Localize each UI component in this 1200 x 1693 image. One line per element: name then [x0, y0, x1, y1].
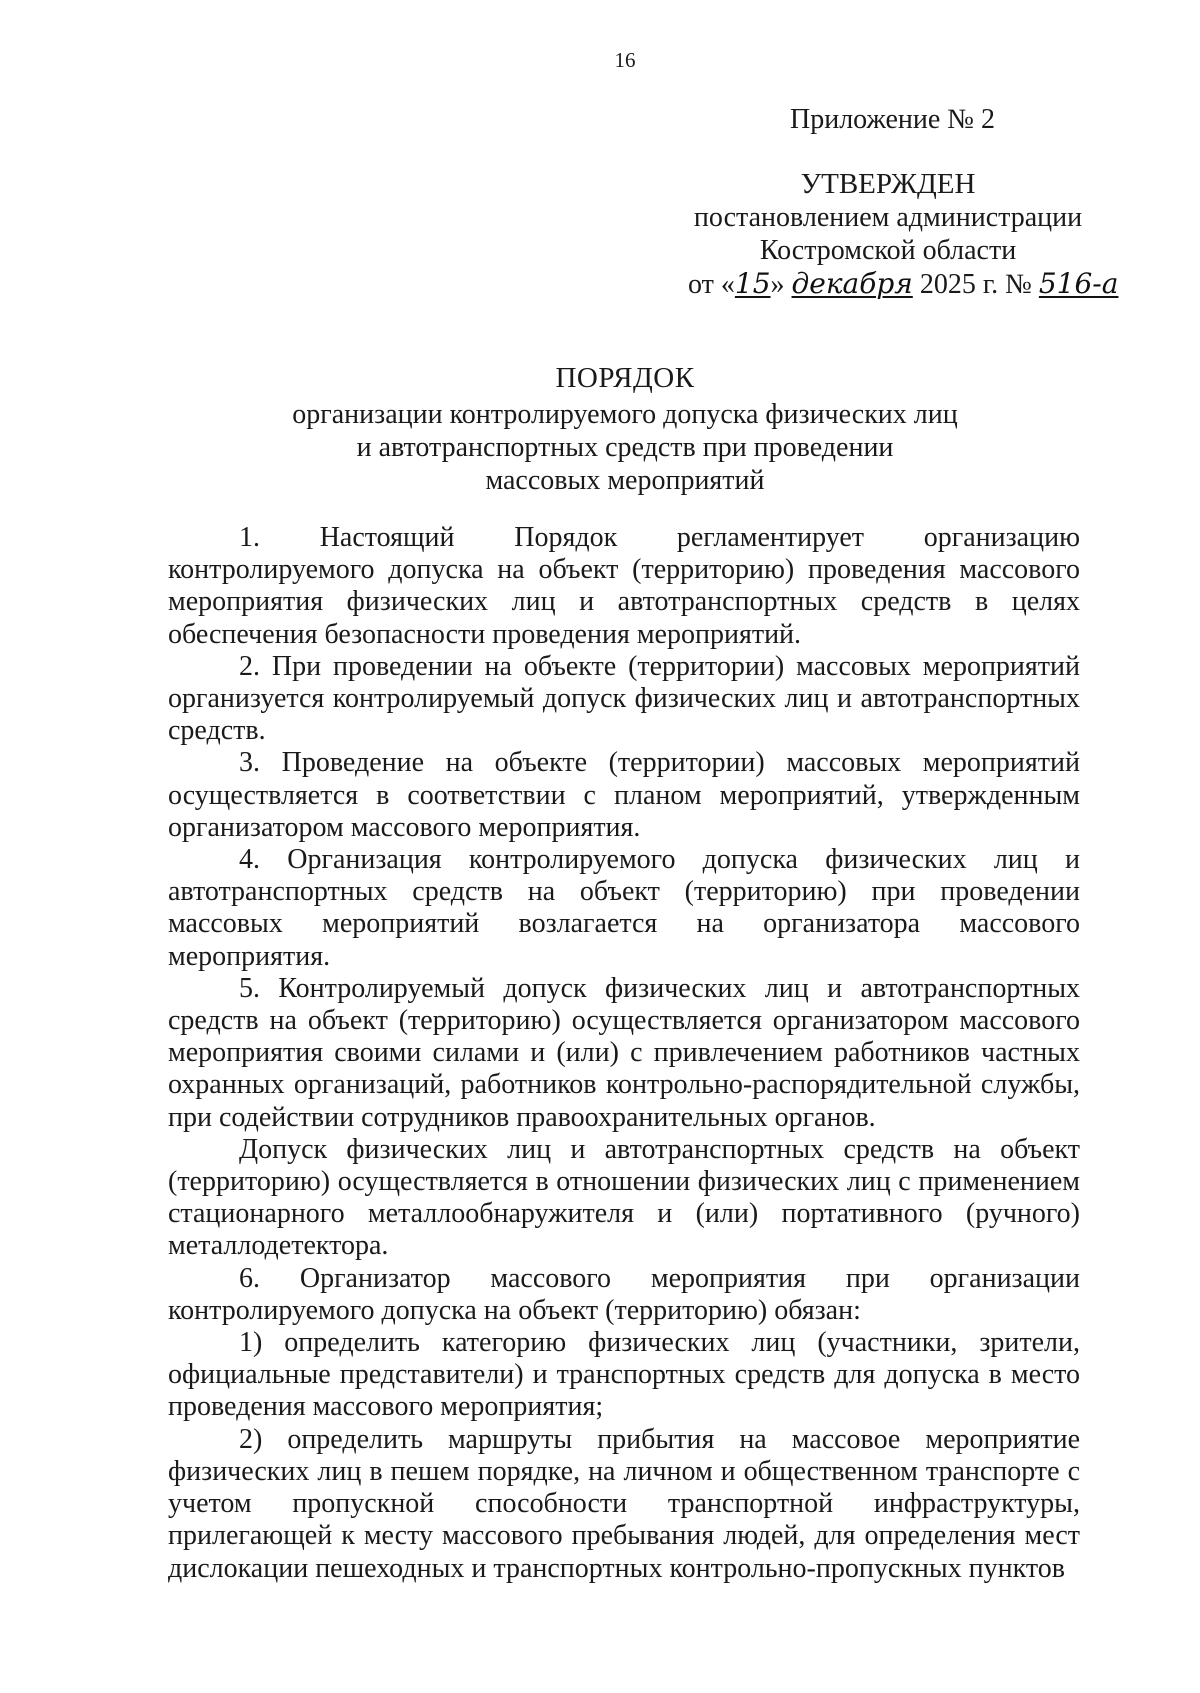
title-line-3: массовых мероприятий: [485, 465, 765, 496]
paragraph: 2) определить маршруты прибытия на массовое мероприятие физических лиц в пешем порядке, на личном и общественном транспорте с учетом пропускной способности транспортной инфраструктуры, прилегающей к месту массового пребывания людей, для определения мест дислокации пешеходных и транспортных контрольно-пропускных пунктов: [168, 1423, 1080, 1584]
approval-line-2: Костромской области: [759, 235, 1017, 266]
handwritten-day: 15: [734, 267, 771, 300]
date-year: 2025 г. №: [912, 269, 1039, 300]
handwritten-number: 516-а: [1038, 267, 1119, 300]
document-body: [168, 522, 1080, 1585]
paragraph: 5. Контролируемый допуск физических лиц и автотранспортных средств на объект (территорию) осуществляется организатором массового мероприятия своими силами и (или) с привлечением работников частных охранных организаций, работников контрольно-распорядительной службы, при содействии сотрудников правоохранительных органов.: [168, 972, 1080, 1133]
paragraph: 6. Организатор массового мероприятия при организации контролируемого допуска на объект (территорию) обязан:: [168, 1262, 1080, 1326]
page-number: 16: [614, 48, 636, 72]
approval-block: [688, 168, 1119, 301]
title-line-2: и автотранспортных средств при проведении: [356, 432, 894, 463]
paragraph: 1. Настоящий Порядок регламентирует организацию контролируемого допуска на объект (территорию) проведения массового мероприятия физических лиц и автотранспортных средств в целях обеспечения безопасности проведения мероприятий.: [168, 522, 1080, 650]
paragraph: 3. Проведение на объекте (территории) массовых мероприятий осуществляется в соответствии с планом мероприятий, утвержденным организатором массового мероприятия.: [168, 747, 1080, 843]
handwritten-month: декабря: [791, 267, 913, 300]
approval-date-line: [688, 267, 1119, 301]
title-line-1: организации контролируемого допуска физических лиц: [292, 399, 958, 430]
approval-heading: УТВЕРЖДЕН: [800, 168, 976, 200]
paragraph: 4. Организация контролируемого допуска физических лиц и автотранспортных средств на объект (территорию) при проведении массовых мероприятий возлагается на организатора массового мероприятия.: [168, 844, 1080, 972]
date-mid: »: [770, 269, 792, 300]
paragraph: 2. При проведении на объекте (территории) массовых мероприятий организуется контролируемый допуск физических лиц и автотранспортных средств.: [168, 650, 1080, 747]
paragraph: 1) определить категорию физических лиц (участники, зрители, официальные представители) и транспортных средств для допуска в место проведения массового мероприятия;: [168, 1327, 1080, 1423]
paragraph: Допуск физических лиц и автотранспортных средств на объект (территорию) осуществляется в отношении физических лиц с применением стационарного металлообнаружителя и (или) портативного (ручного) металлодетектора.: [168, 1133, 1080, 1262]
approval-line-1: постановлением администрации: [693, 202, 1083, 233]
document-title: [0, 362, 1200, 497]
title-main: ПОРЯДОК: [555, 362, 695, 394]
appendix-label: Приложение № 2: [790, 104, 995, 135]
date-prefix: от «: [688, 269, 735, 300]
